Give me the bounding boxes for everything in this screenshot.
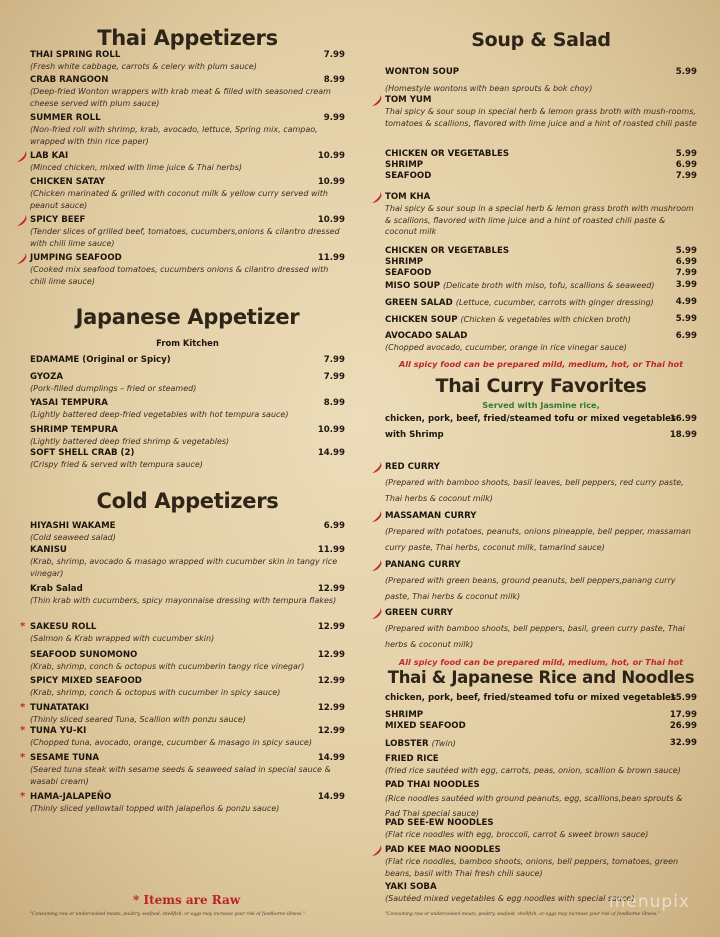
menu-item: MIXED SEAFOOD 26.99 [385, 721, 697, 731]
menu-item: chicken, pork, beef, fried/steamed tofu or mixed vegetables 15.99 [385, 693, 697, 703]
menu-item: CHICKEN OR VEGETABLES 5.99 [385, 246, 697, 256]
chili-pepper-icon [371, 607, 383, 620]
japanese-subtitle: From Kitchen [156, 338, 219, 348]
menu-item: CHICKEN OR VEGETABLES 5.99 [385, 149, 697, 159]
menu-item: CRAB RANGOON 8.99 (Deep-fried Wonton wrappers with krab meat & filled with seasoned cream cheese served with plum sauce) [30, 75, 345, 108]
menu-item: PANANG CURRY (Prepared with green beans, ground peanuts, bell peppers,panang curry paste, Thai herbs & coconut milk) [385, 560, 697, 605]
chili-pepper-icon [371, 191, 383, 204]
thai-appetizers-title: Thai Appetizers [97, 26, 278, 50]
menu-item: SHRIMP 6.99 [385, 257, 697, 267]
menu-item: SOFT SHELL CRAB (2) 14.99 (Crispy fried & served with tempura sauce) [30, 448, 345, 469]
menu-item: TOM KHA Thai spicy & sour soup in a special herb & lemon grass broth with mushroom & scallions, flavored with lime juice and a hint of roasted chili paste & coconut milk [385, 192, 697, 238]
menu-item: with Shrimp 18.99 [385, 430, 697, 440]
curry-served-note: Served with Jasmine rice, [482, 400, 600, 410]
menu-item: GREEN SALAD (Lettuce, cucumber, carrots with ginger dressing) 4.99 [385, 297, 697, 308]
japanese-appetizer-title: Japanese Appetizer [75, 305, 300, 329]
menu-item: SEAFOOD 7.99 [385, 171, 697, 181]
curry-title: Thai Curry Favorites [435, 375, 647, 397]
raw-items-note: * Items are Raw [133, 893, 241, 907]
cold-appetizers-title: Cold Appetizers [96, 489, 279, 513]
menu-item: LOBSTER (Twin) 32.99 [385, 738, 697, 749]
chili-pepper-icon [371, 844, 383, 857]
menu-item: THAI SPRING ROLL 7.99 (Fresh white cabbage, carrots & celery with plum sauce) [30, 50, 345, 71]
menu-item: JUMPING SEAFOOD 11.99 (Cooked mix seafood tomatoes, cucumbers onions & cilantro dressed with chili lime sauce) [30, 253, 345, 287]
menu-item: KANISU 11.99 (Krab, shrimp, avocado & masago wrapped with cucumber skin in tangy rice vinegar) [30, 545, 345, 578]
menu-item: PAD SEE-EW NOODLES (Flat rice noodles with egg, broccoli, carrot & sweet brown sauce) [385, 818, 649, 839]
menu-item: SPICY MIXED SEAFOOD 12.99 (Krab, shrimp, conch & octopus with cucumber in spicy sauce) [30, 676, 345, 697]
menu-item: SEAFOOD 7.99 [385, 268, 697, 278]
menu-item: SUMMER ROLL 9.99 (Non-fried roll with shrimp, krab, avocado, lettuce, Spring mix, campao, wrapped with thin rice paper) [30, 113, 345, 146]
menu-item: AVOCADO SALAD 6.99 (Chopped avocado, cucumber, orange in rice vinegar sauce) [385, 331, 697, 352]
menu-item: PAD THAI NOODLES (Rice noodles sautéed with ground peanuts, egg, scallions,bean sprouts & Pad Thai special sauce) [385, 780, 683, 818]
menu-item: RED CURRY (Prepared with bamboo shoots, basil leaves, bell peppers, red curry paste, Thai herbs & coconut milk) [385, 462, 697, 507]
menu-item: SPICY BEEF 10.99 (Tender slices of grilled beef, tomatoes, cucumbers,onions & cilantro dressed with chili lime sauce) [30, 215, 345, 249]
raw-star-icon: * [20, 621, 26, 632]
menu-item: * TUNATATAKI 12.99 (Thinly sliced seared Tuna, Scallion with ponzu sauce) [20, 702, 345, 724]
chili-pepper-icon [371, 559, 383, 572]
chili-pepper-icon [371, 94, 383, 107]
menu-item: HIYASHI WAKAME 6.99 (Cold seaweed salad) [30, 521, 345, 542]
raw-star-icon: * [20, 791, 26, 802]
watermark-logo: menupix [608, 892, 690, 912]
raw-star-icon: * [20, 725, 26, 736]
menu-item: GYOZA 7.99 (Pork-filled dumplings – fried or steamed) [30, 372, 345, 393]
menu-item: * SESAME TUNA 14.99 (Seared tuna steak with sesame seeds & seaweed salad in special sauce & wasabi cream) [20, 752, 345, 786]
menu-item: WONTON SOUP 5.99 [385, 67, 697, 77]
menu-item: CHICKEN SOUP (Chicken & vegetables with chicken broth) 5.99 [385, 314, 697, 325]
menu-item: * TUNA YU-KI 12.99 (Chopped tuna, avocado, orange, cucumber & masago in spicy sauce) [20, 725, 345, 747]
rice-noodles-title: Thai & Japanese Rice and Noodles [387, 668, 695, 687]
menu-item: SHRIMP 6.99 [385, 160, 697, 170]
menu-item: YAKI SOBA (Sautéed mixed vegetables & egg noodles with special sauce) [385, 882, 635, 903]
chili-pepper-icon [16, 252, 28, 265]
menu-item: EDAMAME (Original or Spicy) 7.99 [30, 355, 345, 365]
chili-pepper-icon [16, 214, 28, 227]
chili-pepper-icon [371, 461, 383, 474]
menu-item: CHICKEN SATAY 10.99 (Chicken marinated & grilled with coconut milk & yellow curry served with peanut sauce) [30, 177, 345, 210]
menu-item: chicken, pork, beef, fried/steamed tofu or mixed vegetables 16.99 [385, 414, 697, 424]
soup-salad-title: Soup & Salad [471, 29, 611, 51]
menu-item: PAD KEE MAO NOODLES (Flat rice noodles, bamboo shoots, onions, bell peppers, tomatoes, green beans, basil with Thai fresh chili sauce) [385, 845, 697, 879]
menu-item: SHRIMP TEMPURA 10.99 (Lightly battered deep fried shrimp & vegetables) [30, 425, 345, 446]
menu-item: SHRIMP 17.99 [385, 710, 697, 720]
right-footer-disclaimer: "Consuming raw or undercooked meats, poultry, seafood, shellfish, or eggs may increase your risk of foodborne illness." [385, 912, 660, 917]
left-footer-disclaimer: "Consuming raw or undercooked meats, poultry, seafood, shellfish, or eggs may increase your risk of foodborne illness." [30, 912, 305, 917]
menu-item: LAB KAI 10.99 (Minced chicken, mixed with lime juice & Thai herbs) [30, 151, 345, 174]
menu-item: FRIED RICE (fried rice sautéed with egg, carrots, peas, onion, scallion & brown sauce) [385, 754, 681, 775]
spicy-note: All spicy food can be prepared mild, medium, hot, or Thai hot [398, 359, 684, 369]
raw-star-icon: * [20, 752, 26, 763]
menu-item: MISO SOUP (Delicate broth with miso, tofu, scallions & seaweed) 3.99 [385, 280, 697, 291]
menu-item: GREEN CURRY (Prepared with bamboo shoots, bell peppers, basil, green curry paste, Thai herbs & coconut milk) [385, 608, 697, 653]
menu-item: Krab Salad 12.99 (Thin krab with cucumbers, spicy mayonnaise dressing with tempura flakes) [30, 584, 345, 605]
menu-item: * HAMA-JALAPEÑO 14.99 (Thinly sliced yellowtail topped with jalapeños & ponzu sauce) [20, 791, 345, 813]
chili-pepper-icon [16, 150, 28, 163]
wonton-desc: (Homestyle wontons with bean sprouts & bok choy) [385, 84, 593, 93]
menu-item: SEAFOOD SUNOMONO 12.99 (Krab, shrimp, conch & octopus with cucumberin tangy rice vinegar) [30, 650, 345, 671]
raw-star-icon: * [20, 702, 26, 713]
chili-pepper-icon [371, 510, 383, 523]
menu-item: MASSAMAN CURRY (Prepared with potatoes, peanuts, onions pineapple, bell pepper, massaman curry paste, Thai herbs, coconut milk, tamarind sauce) [385, 511, 697, 556]
menu-item: * SAKESU ROLL 12.99 (Salmon & Krab wrapped with cucumber skin) [20, 621, 345, 643]
spicy-note: All spicy food can be prepared mild, medium, hot, or Thai hot [398, 657, 684, 667]
menu-item: YASAI TEMPURA 8.99 (Lightly battered deep-fried vegetables with hot tempura sauce) [30, 398, 345, 419]
menu-item: TOM YUM Thai spicy & sour soup in special herb & lemon grass broth with mush-rooms, tomatoes & scallions, flavored with lime juice and a hint of roasted chili paste [385, 95, 697, 129]
